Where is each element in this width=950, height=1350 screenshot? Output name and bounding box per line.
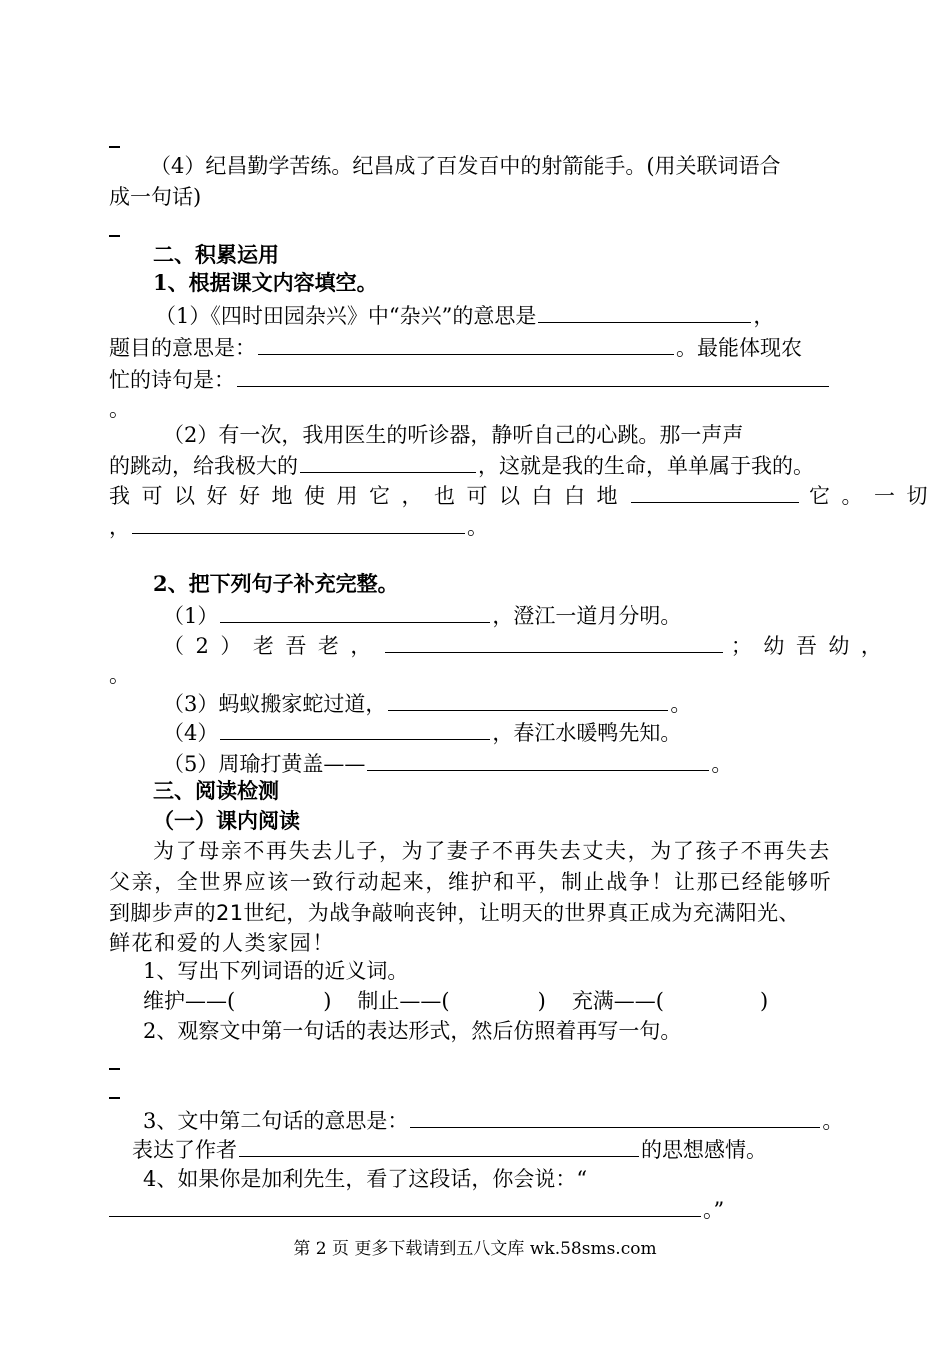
task2-s5: （5）周瑜打黄盖—— 。 (163, 752, 733, 776)
task2-s2-line2: 。 (109, 663, 130, 687)
reading-q4: 4、如果你是加利先生，看了这段话，你会说：“ (143, 1167, 588, 1191)
answer-blank[interactable] (239, 1136, 639, 1157)
synonym-item: 维护——( ) (143, 989, 332, 1013)
answer-blank[interactable] (367, 750, 709, 771)
task1-item2-line4: ， 。 (109, 515, 488, 539)
task2-s2: （2）老吾老， ；幼吾幼， (163, 634, 894, 658)
q4-combine-line2: 成一句话) (109, 185, 202, 209)
passage-line: 父亲，全世界应该一致行动起来，维护和平，制止战争！让那已经能够听 (109, 870, 833, 894)
answer-blank[interactable] (109, 1196, 701, 1217)
task1-item2-line2: 的跳动，给我极大的 ，这就是我的生命，单单属于我的。 (109, 454, 814, 478)
passage-line: 鲜花和爱的人类家园！ (109, 931, 335, 955)
reading-q1: 1、写出下列词语的近义词。 (143, 959, 409, 983)
answer-blank[interactable] (300, 452, 476, 473)
task1-item1-line3: 忙的诗句是： (109, 366, 831, 393)
answer-blank[interactable] (538, 302, 751, 323)
passage-line: 为了母亲不再失去儿子，为了妻子不再失去丈夫，为了孩子不再失去 (153, 839, 831, 863)
task2-title: 2、把下列句子补充完整。 (153, 571, 399, 596)
task2-s1: （1） ，澄江一道月分明。 (163, 604, 682, 628)
task2-s4: （4） ，春江水暖鸭先知。 (163, 721, 682, 745)
task1-item2-line3: 我可以好好地使用它，也可以白白地 它。一切 (109, 484, 939, 508)
answer-blank[interactable] (132, 513, 465, 534)
q4-combine-line1: （4）纪昌勤学苦练。纪昌成了百发百中的射箭能手。(用关联词语合 (150, 154, 781, 178)
page-footer: 第 2 页 更多下载请到五八文库 wk.58sms.com (293, 1239, 657, 1259)
blank-mark (109, 1068, 120, 1070)
passage-line: 到脚步声的21世纪，为战争敲响丧钟，让明天的世界真正成为充满阳光、 (109, 901, 800, 925)
reading-q3: 3、文中第二句话的意思是： 。 (143, 1109, 844, 1133)
reading-q3-line2: 表达了作者 的思想感情。 (132, 1138, 767, 1162)
answer-blank[interactable] (631, 482, 799, 503)
answer-blank[interactable] (220, 719, 490, 740)
task1-item2-line1: （2）有一次，我用医生的听诊器，静听自己的心跳。那一声声 (163, 423, 744, 447)
reading-q2: 2、观察文中第一句话的表达形式，然后仿照着再写一句。 (143, 1019, 682, 1043)
synonym-item: 制止——( ) (357, 989, 546, 1013)
task1-item1-line4: 。 (109, 397, 130, 421)
section3-heading: 三、阅读检测 (153, 778, 279, 803)
blank-mark (109, 1097, 120, 1099)
synonym-item: 充满——( ) (571, 989, 769, 1013)
reading-q1-words (143, 988, 768, 1014)
blank-mark (109, 235, 120, 237)
answer-blank[interactable] (388, 690, 668, 711)
task1-item1-line1: （1）《四时田园杂兴》中“杂兴”的意思是 ， (155, 304, 775, 328)
task1-item1-line2: 题目的意思是： 。最能体现农 (109, 336, 802, 360)
answer-blank[interactable] (237, 366, 829, 387)
answer-blank[interactable] (220, 602, 490, 623)
reading-q4-line2: 。” (109, 1196, 724, 1223)
task1-title: 1、根据课文内容填空。 (153, 270, 378, 295)
section2-heading: 二、积累运用 (153, 242, 279, 267)
task2-s3: （3）蚂蚁搬家蛇过道， 。 (163, 692, 692, 716)
answer-blank[interactable] (385, 632, 723, 653)
blank-mark (109, 146, 120, 148)
section3-subheading: （一）课内阅读 (153, 808, 300, 833)
answer-blank[interactable] (410, 1107, 820, 1128)
answer-blank[interactable] (258, 334, 674, 355)
